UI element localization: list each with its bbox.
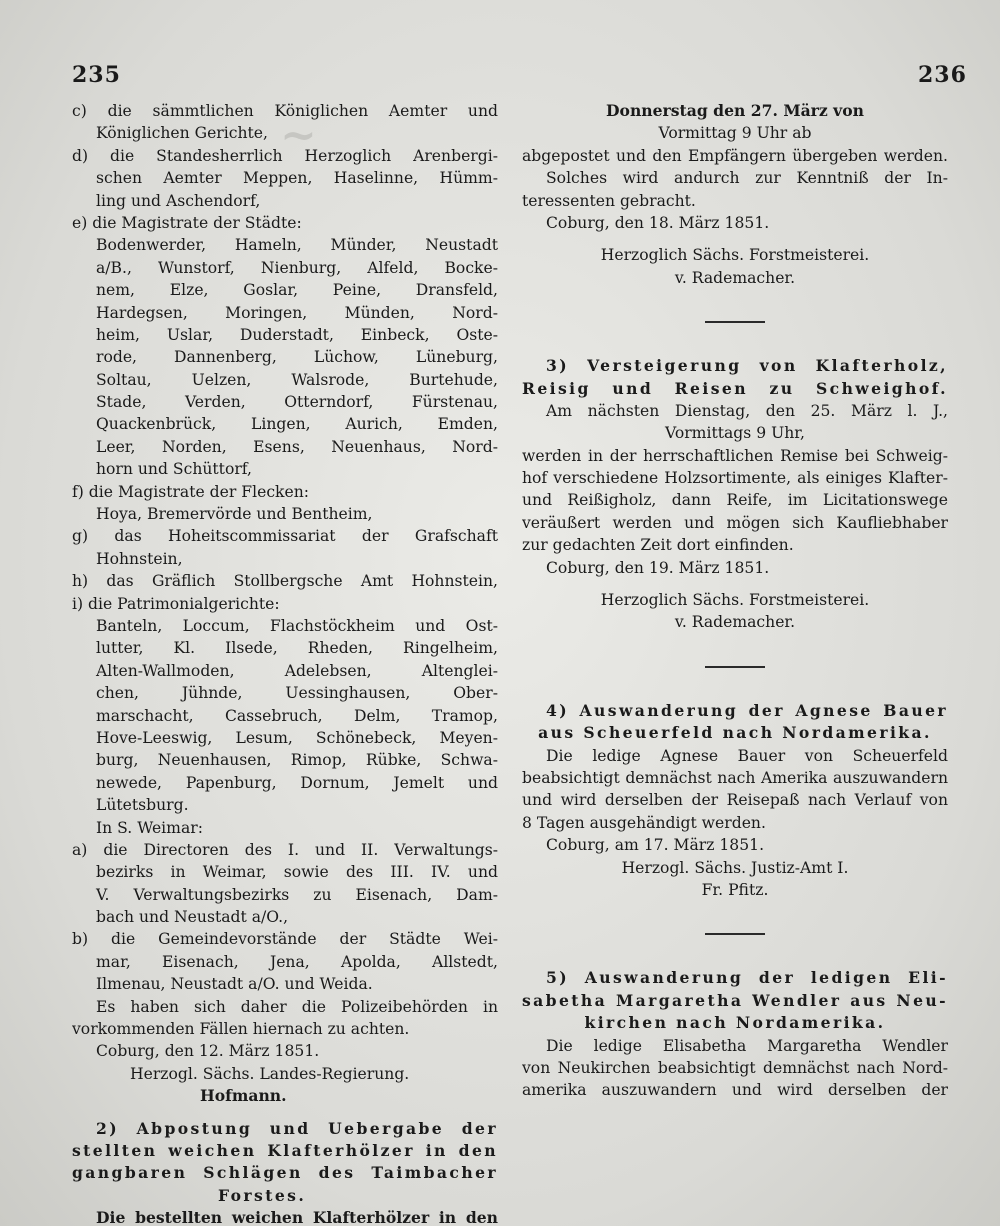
text-line: Hohnstein,	[96, 549, 183, 568]
left-column	[72, 100, 498, 1226]
text-line: b) die Gemeindevorstände der Städte Wei-	[72, 930, 498, 949]
text-line: a/B., Wunstorf, Nienburg, Alfeld, Bocke-	[96, 258, 498, 277]
text-line: In S. Weimar:	[96, 818, 203, 837]
text-line: ling und Aschendorf,	[96, 191, 261, 210]
text-line: Stade, Verden, Otterndorf, Fürstenau,	[96, 393, 498, 412]
text-line: horn und Schüttorf,	[96, 460, 252, 479]
text-line: Hofmann.	[200, 1086, 287, 1106]
section-divider	[705, 666, 765, 668]
text-line: kirchen nach Nordamerika.	[584, 1013, 886, 1033]
spacer	[522, 333, 948, 355]
text-line: Quackenbrück, Lingen, Aurich, Emden,	[96, 415, 498, 434]
text-line: von Neukirchen beabsichtigt demnächst nach Nord-	[522, 1058, 948, 1077]
text-line: und Reißigholz, dann Reife, im Licitationswege	[522, 491, 948, 510]
text-line: Hardegsen, Moringen, Münden, Nord-	[96, 303, 498, 322]
text-line: schen Aemter Meppen, Haselinne, Hümm-	[96, 169, 498, 188]
text-line: bezirks in Weimar, sowie des III. IV. und	[96, 863, 498, 882]
text-line: Bodenwerder, Hameln, Münder, Neustadt	[96, 236, 498, 255]
right-column	[522, 100, 948, 1102]
text-line: v. Rademacher.	[674, 613, 796, 632]
text-line: Coburg, den 19. März 1851.	[546, 558, 770, 577]
text-line: Fr. Pfitz.	[701, 880, 769, 899]
text-line: Vormittag 9 Uhr ab	[658, 124, 812, 143]
text-line: Donnerstag den 27. März von	[606, 101, 864, 120]
text-line: Am nächsten Dienstag, den 25. März l. J.,	[546, 401, 948, 420]
text-line: Alten-Wallmoden, Adelebsen, Altenglei-	[96, 661, 498, 680]
text-line: a) die Directoren des I. und II. Verwaltungs-	[72, 840, 498, 859]
text-line: Banteln, Loccum, Flachstöckheim und Ost-	[96, 616, 498, 635]
text-line: aus Scheuerfeld nach Nordamerika.	[538, 723, 932, 743]
text-line: Herzogl. Sächs. Justiz-Amt I.	[621, 858, 849, 877]
text-line: g) das Hoheitscommissariat der Grafschaft	[72, 527, 498, 546]
text-line: stellten weichen Klafterhölzer in den	[72, 1140, 498, 1160]
text-line: zur gedachten Zeit dort einfinden.	[522, 536, 794, 555]
text-line: chen, Jühnde, Uessinghausen, Ober-	[96, 684, 498, 703]
text-line: 2) Abpostung und Uebergabe der	[96, 1118, 498, 1138]
text-line: Vormittags 9 Uhr,	[665, 424, 805, 443]
text-line: Herzogl. Sächs. Landes-Regierung.	[130, 1064, 410, 1083]
section-divider	[705, 933, 765, 935]
text-line: newede, Papenburg, Dornum, Jemelt und	[96, 773, 498, 792]
text-line: amerika auszuwandern und wird derselben der	[522, 1081, 948, 1100]
text-line: vorkommenden Fällen hiernach zu achten.	[72, 1020, 410, 1039]
section-divider	[705, 321, 765, 323]
text-line: werden in der herrschaftlichen Remise bei Schweig-	[522, 446, 948, 465]
text-line: gangbaren Schlägen des Taimbacher	[72, 1163, 498, 1183]
text-line: Lütetsburg.	[96, 796, 189, 815]
text-line: Die bestellten weichen Klafterhölzer in den	[96, 1208, 498, 1226]
text-line: d) die Standesherrlich Herzoglich Arenbergi-	[72, 146, 498, 165]
text-line: Hoya, Bremervörde und Bentheim,	[96, 505, 373, 524]
spacer	[522, 289, 948, 311]
text-line: c) die sämmtlichen Königlichen Aemter und	[72, 102, 498, 120]
text-line: Die ledige Elisabetha Margaretha Wendler	[546, 1036, 948, 1055]
text-line: mar, Eisenach, Jena, Apolda, Allstedt,	[96, 952, 498, 971]
text-line: nem, Elze, Goslar, Peine, Dransfeld,	[96, 281, 498, 300]
text-line: rode, Dannenberg, Lüchow, Lüneburg,	[96, 348, 498, 367]
text-line: Coburg, am 17. März 1851.	[546, 836, 765, 855]
text-line: Solches wird andurch zur Kenntniß der In-	[546, 169, 948, 188]
text-line: Es haben sich daher die Polizeibehörden in	[96, 997, 498, 1016]
text-line: h) das Gräflich Stollbergsche Amt Hohnstein,	[72, 572, 498, 591]
text-line: e) die Magistrate der Städte:	[72, 213, 302, 232]
text-line: heim, Uslar, Duderstadt, Einbeck, Oste-	[96, 325, 498, 344]
spacer	[522, 234, 948, 244]
text-line: abgepostet und den Empfängern übergeben werden.	[522, 146, 948, 165]
text-line: lutter, Kl. Ilsede, Rheden, Ringelheim,	[96, 639, 498, 658]
text-line: v. Rademacher.	[674, 268, 796, 287]
text-line: i) die Patrimonialgerichte:	[72, 594, 280, 613]
text-line: 8 Tagen ausgehändigt werden.	[522, 813, 766, 832]
text-line: 5) Auswanderung der ledigen Eli-	[546, 968, 948, 988]
text-line: Herzoglich Sächs. Forstmeisterei.	[600, 591, 870, 610]
text-line: beabsichtigt demnächst nach Amerika auszuwandern	[522, 768, 948, 787]
text-line: bach und Neustadt a/O.,	[96, 908, 289, 927]
show-through-decoration: ~	[280, 110, 317, 161]
text-line: 4) Auswanderung der Agnese Bauer	[546, 700, 948, 720]
spacer	[522, 579, 948, 589]
text-line: Herzoglich Sächs. Forstmeisterei.	[600, 246, 870, 265]
spacer	[522, 678, 948, 700]
text-line: hof verschiedene Holzsortimente, als einiges Klafter-	[522, 469, 948, 488]
text-line: Königlichen Gerichte,	[96, 124, 268, 143]
text-line: 3) Versteigerung von Klafterholz,	[546, 356, 948, 376]
text-line: marschacht, Cassebruch, Delm, Tramop,	[96, 706, 498, 725]
page-number-right: 236	[918, 62, 967, 88]
text-line: Soltau, Uelzen, Walsrode, Burtehude,	[96, 370, 498, 389]
text-line: veräußert werden und mögen sich Kaufliebhaber	[522, 513, 948, 532]
text-line: f) die Magistrate der Flecken:	[72, 482, 310, 501]
spacer	[522, 901, 948, 923]
spacer	[72, 1108, 498, 1118]
text-line: Hove-Leeswig, Lesum, Schönebeck, Meyen-	[96, 728, 498, 747]
text-line: burg, Neuenhausen, Rimop, Rübke, Schwa-	[96, 751, 498, 770]
text-line: Forstes.	[218, 1185, 307, 1205]
spacer	[522, 634, 948, 656]
text-line: sabetha Margaretha Wendler aus Neu-	[522, 990, 948, 1010]
text-line: V. Verwaltungsbezirks zu Eisenach, Dam-	[96, 885, 498, 904]
text-line: Ilmenau, Neustadt a/O. und Weida.	[96, 975, 373, 994]
spacer	[522, 945, 948, 967]
text-line: Leer, Norden, Esens, Neuenhaus, Nord-	[96, 437, 498, 456]
text-line: teressenten gebracht.	[522, 191, 696, 210]
text-line: Coburg, den 12. März 1851.	[96, 1042, 320, 1061]
text-line: und wird derselben der Reisepaß nach Verlauf von	[522, 791, 948, 810]
page-number-left: 235	[72, 62, 121, 88]
text-line: Reisig und Reisen zu Schweighof.	[522, 378, 948, 398]
text-line: Die ledige Agnese Bauer von Scheuerfeld	[546, 746, 948, 765]
text-line: Coburg, den 18. März 1851.	[546, 213, 770, 232]
